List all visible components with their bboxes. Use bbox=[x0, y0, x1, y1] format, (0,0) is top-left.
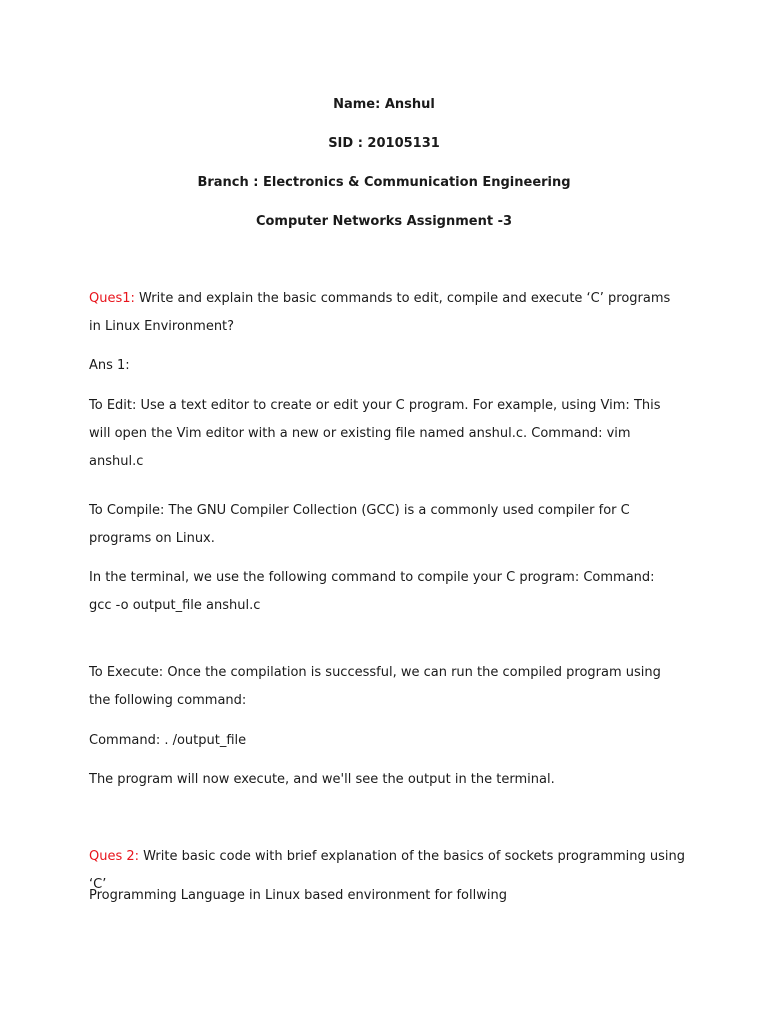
answer-execute-command: Command: . /output_file bbox=[89, 733, 247, 748]
question-1 bbox=[89, 285, 679, 341]
student-sid: SID : 20105131 bbox=[328, 136, 440, 151]
answer-1-label: Ans 1: bbox=[89, 358, 130, 373]
answer-edit-paragraph: To Edit: Use a text editor to create or edit your C program. For example, using Vim: This will open the Vim editor with a new or existing file named anshul.c. Command: vim anshul.c bbox=[89, 398, 661, 469]
answer-compile-paragraph: To Compile: The GNU Compiler Collection (GCC) is a commonly used compiler for C programs on Linux. bbox=[89, 503, 630, 546]
student-branch: Branch : Electronics & Communication Engineering bbox=[197, 175, 571, 190]
question-1-label: Ques1: bbox=[89, 291, 135, 306]
question-2-continuation: Programming Language in Linux based environment for follwing bbox=[89, 888, 507, 903]
answer-execute-output-paragraph: The program will now execute, and we'll see the output in the terminal. bbox=[89, 772, 555, 787]
answer-execute-paragraph: To Execute: Once the compilation is successful, we can run the compiled program using the following command: bbox=[89, 665, 661, 708]
student-name: Name: Anshul bbox=[333, 97, 435, 112]
answer-compile-command-paragraph: In the terminal, we use the following command to compile your C program: Command: gcc -o output_file anshul.c bbox=[89, 570, 655, 613]
question-2-text: Write basic code with brief explanation of the basics of sockets programming using ‘C’ bbox=[89, 849, 686, 892]
assignment-title: Computer Networks Assignment -3 bbox=[255, 214, 513, 229]
question-1-text: Write and explain the basic commands to edit, compile and execute ‘C’ programs in Linux Environment? bbox=[89, 291, 671, 334]
question-2-label: Ques 2: bbox=[89, 849, 140, 864]
